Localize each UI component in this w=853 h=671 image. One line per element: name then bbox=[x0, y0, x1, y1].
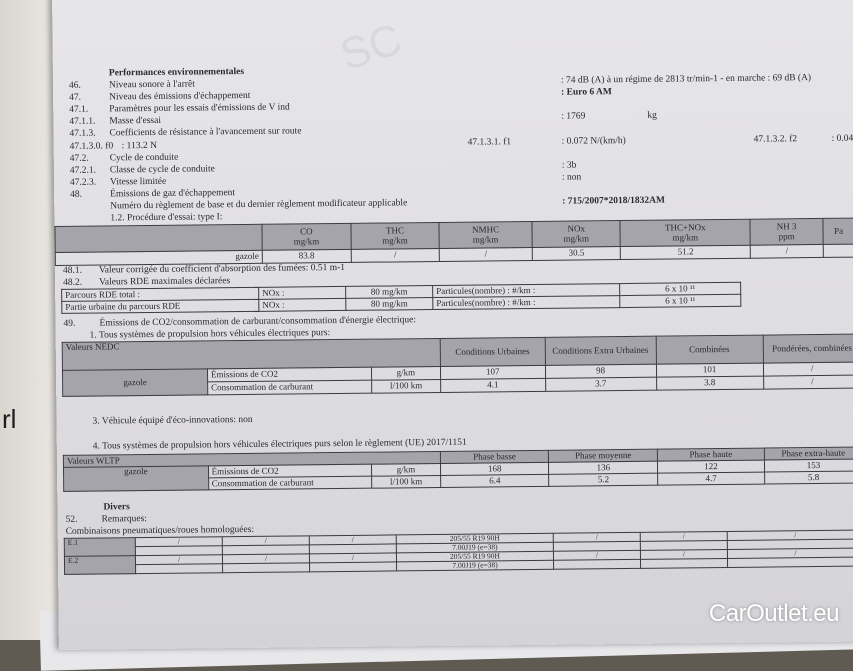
rde-label: Parcours RDE total : bbox=[62, 287, 259, 301]
cell-nmhc: / bbox=[439, 247, 532, 261]
cell: 5.8 bbox=[764, 471, 853, 484]
row-name: Émissions de CO2 bbox=[207, 367, 371, 382]
line-right-num: 47.1.3.2. f2 bbox=[753, 134, 798, 145]
cell: 101 bbox=[656, 363, 763, 377]
left-edge-text: rl bbox=[2, 404, 17, 434]
line-num: 48.1. bbox=[62, 265, 82, 276]
line-num: 52. bbox=[65, 514, 78, 525]
line-text: Valeur corrigée du coefficient d'absorption des fumées: 0.51 m-1 bbox=[98, 262, 346, 276]
cell: 5.2 bbox=[549, 473, 658, 486]
cell bbox=[136, 564, 223, 574]
line-text: Valeurs RDE maximales déclarées bbox=[99, 276, 231, 288]
wltp-header-label: Valeurs WLTP bbox=[63, 451, 440, 467]
cell: 153 bbox=[764, 459, 853, 472]
line-mid-num: 47.1.3.1. f1 bbox=[467, 137, 512, 148]
cell: 98 bbox=[545, 364, 656, 378]
procedure-label: 1.2. Procédure d'essai: type I: bbox=[110, 212, 223, 224]
line-num: 49. bbox=[63, 318, 76, 329]
cell: / bbox=[727, 530, 853, 540]
line-label: Cycle de conduite bbox=[109, 152, 179, 164]
line-label: Niveau sonore à l'arrêt bbox=[108, 79, 195, 91]
line-num: 47.1.1. bbox=[69, 116, 96, 127]
regulation-label: Numéro du règlement de base et du dernier règlement modificateur applicable bbox=[110, 198, 408, 212]
cell bbox=[640, 558, 727, 568]
line-unit: kg bbox=[647, 110, 657, 121]
rde-nox-label: NOx : bbox=[259, 298, 346, 311]
line-num: 47. bbox=[69, 92, 82, 103]
rde-nox-value: 80 mg/km bbox=[346, 286, 433, 299]
divers-title: Divers bbox=[103, 502, 130, 513]
cell: 4.7 bbox=[658, 472, 765, 485]
fuel-label: gazole bbox=[63, 466, 208, 492]
row-name: Consommation de carburant bbox=[208, 476, 372, 490]
cell: 136 bbox=[549, 461, 658, 474]
table-corner bbox=[55, 224, 262, 252]
rde-pn-value: 6 x 10 ¹¹ bbox=[620, 294, 741, 307]
fuel-label: gazole bbox=[62, 369, 207, 397]
col-header-nox: NOx mg/km bbox=[532, 221, 621, 248]
line-num: 47.2.3. bbox=[69, 177, 97, 188]
rde-pn-label: Particules(nombre) : #/km : bbox=[433, 284, 620, 298]
col-header-nmhc: NMHC mg/km bbox=[439, 221, 532, 248]
col-header: Conditions Extra Urbaines bbox=[545, 336, 656, 365]
row-label: gazole bbox=[55, 250, 262, 265]
rde-nox-label: NOx : bbox=[259, 286, 346, 299]
line-num: 48. bbox=[70, 189, 83, 200]
cell: / bbox=[222, 536, 309, 546]
row-name: Émissions de CO2 bbox=[208, 464, 372, 478]
cell-thc-nox: 51.2 bbox=[621, 245, 751, 259]
line-value: : 0.072 N/(km/h) bbox=[561, 136, 626, 147]
cell-co: 83.8 bbox=[262, 249, 351, 263]
cell: 7.00J19 (e=38) bbox=[397, 560, 554, 571]
col-header: Pondérées, combinées bbox=[763, 334, 853, 363]
col-header: Phase basse bbox=[440, 450, 549, 463]
line-label: : 113.2 N bbox=[121, 140, 157, 152]
cell: 4.1 bbox=[440, 378, 545, 392]
cell: 3.8 bbox=[656, 376, 763, 390]
line-value: : 1769 bbox=[561, 111, 586, 122]
cell-thc: / bbox=[351, 248, 440, 262]
line-label: Paramètres pour les essais d'émissions de V ind bbox=[109, 102, 290, 115]
row-unit: l/100 km bbox=[372, 379, 441, 393]
line-right-value: : 0.04 bbox=[831, 133, 853, 144]
col-header: Phase moyenne bbox=[549, 449, 658, 462]
cell: / bbox=[553, 532, 640, 542]
line-num: 47.1. bbox=[69, 104, 89, 115]
cell: / bbox=[309, 553, 396, 563]
col-header-nh3: NH 3 ppm bbox=[750, 218, 823, 245]
col-header: Phase extra-haute bbox=[764, 447, 853, 460]
tyre-id: E.2 bbox=[64, 556, 135, 575]
cell: 168 bbox=[440, 462, 549, 475]
section-title: Performances environnementales bbox=[108, 66, 245, 79]
cell: 205/55 R19 90H bbox=[396, 533, 553, 544]
col-header: Phase haute bbox=[658, 448, 765, 461]
row-unit: l/100 km bbox=[372, 475, 441, 488]
col-header: Combinées bbox=[656, 335, 763, 364]
cell bbox=[310, 562, 397, 572]
line-num: 47.2. bbox=[69, 153, 89, 164]
cell-nox: 30.5 bbox=[532, 247, 621, 261]
line-value: : Euro 6 AM bbox=[561, 87, 612, 98]
tyre-id: E.1 bbox=[64, 538, 135, 557]
line-label: Émissions de gaz d'échappement bbox=[110, 188, 236, 200]
cell: / bbox=[553, 550, 640, 560]
line-value: : 3b bbox=[561, 160, 577, 171]
cell: 6.4 bbox=[440, 474, 549, 487]
cell: 7.00J19 (e=38) bbox=[396, 542, 553, 553]
rde-nox-value: 80 mg/km bbox=[346, 298, 433, 311]
cell: / bbox=[763, 362, 853, 376]
cell-nh3: / bbox=[750, 244, 823, 258]
cell: 122 bbox=[658, 460, 765, 473]
regulation-value: : 715/2007*2018/1832AM bbox=[562, 195, 665, 207]
col-header-thc-nox: THC+NOx mg/km bbox=[620, 219, 750, 246]
rde-pn-value: 6 x 10 ¹¹ bbox=[620, 282, 741, 295]
cell: / bbox=[763, 375, 853, 389]
cell: / bbox=[309, 535, 396, 545]
tyres-table bbox=[64, 530, 853, 575]
cell: / bbox=[640, 549, 727, 559]
background-left-surface bbox=[0, 0, 60, 640]
emissions-table bbox=[54, 218, 853, 266]
wltp-title: 4. Tous systèmes de propulsion hors véhicules électriques purs selon le règlement (UE) 2017/1151 bbox=[92, 437, 467, 452]
line-num: 46. bbox=[68, 80, 81, 91]
line-label: Masse d'essai bbox=[109, 115, 162, 127]
wltp-table bbox=[63, 447, 853, 492]
col-header-thc: THC mg/km bbox=[351, 222, 440, 249]
col-header-co: CO mg/km bbox=[262, 223, 351, 250]
cell: / bbox=[135, 537, 222, 547]
watermark-logo: CarOutlet.eu bbox=[708, 600, 839, 627]
line-label: Classe de cycle de conduite bbox=[109, 164, 215, 176]
line-value: : non bbox=[561, 172, 582, 183]
document-page bbox=[52, 0, 853, 650]
cell: 3.7 bbox=[545, 377, 656, 391]
line-label: Niveau des émissions d'échappement bbox=[109, 90, 251, 103]
cell-pa bbox=[823, 244, 853, 257]
row-unit: g/km bbox=[371, 366, 440, 380]
cell: / bbox=[640, 531, 727, 541]
line-num: 47.2.1. bbox=[69, 165, 97, 176]
nedc-title: 1. Tous systèmes de propulsion hors véhicules électriques purs: bbox=[89, 328, 331, 341]
cell: / bbox=[222, 554, 309, 564]
cell: 205/55 R19 90H bbox=[396, 551, 553, 562]
cell: / bbox=[135, 555, 222, 565]
cell: 107 bbox=[440, 365, 545, 379]
eco-innovation: 3. Véhicule équipé d'éco-innovations: non bbox=[92, 414, 253, 427]
faded-stamp: SC bbox=[334, 14, 408, 81]
cell: / bbox=[727, 548, 853, 558]
line-num: 48.2. bbox=[63, 277, 83, 288]
line-num: 47.1.3.0. f0 bbox=[69, 141, 114, 152]
col-header: Conditions Urbaines bbox=[440, 337, 545, 366]
rde-pn-label: Particules(nombre) : #/km : bbox=[433, 296, 620, 310]
tyres-title: Combinaisons pneumatiques/roues homologuées: bbox=[65, 524, 255, 537]
line-label: Vitesse limitée bbox=[109, 176, 167, 188]
line-text: Émissions de CO2/consommation de carburant/consommation d'énergie électrique: bbox=[99, 315, 417, 329]
cell bbox=[223, 563, 310, 573]
nedc-header-label: Valeurs NEDC bbox=[62, 338, 440, 370]
remarks-label: Remarques: bbox=[101, 514, 147, 525]
line-value: : 74 dB (A) à un régime de 2813 tr/min-1 - en marche : 69 dB (A) bbox=[560, 73, 812, 86]
cell bbox=[553, 559, 640, 569]
line-label: Coefficients de résistance à l'avancement sur route bbox=[109, 126, 302, 139]
col-header-pa: Pa bbox=[823, 218, 853, 244]
line-num: 47.1.3. bbox=[69, 128, 96, 139]
rde-label: Partie urbaine du parcours RDE bbox=[62, 299, 259, 313]
cell bbox=[727, 557, 853, 567]
row-name: Consommation de carburant bbox=[208, 380, 372, 395]
nedc-table bbox=[62, 334, 853, 397]
row-unit: g/km bbox=[372, 463, 441, 476]
